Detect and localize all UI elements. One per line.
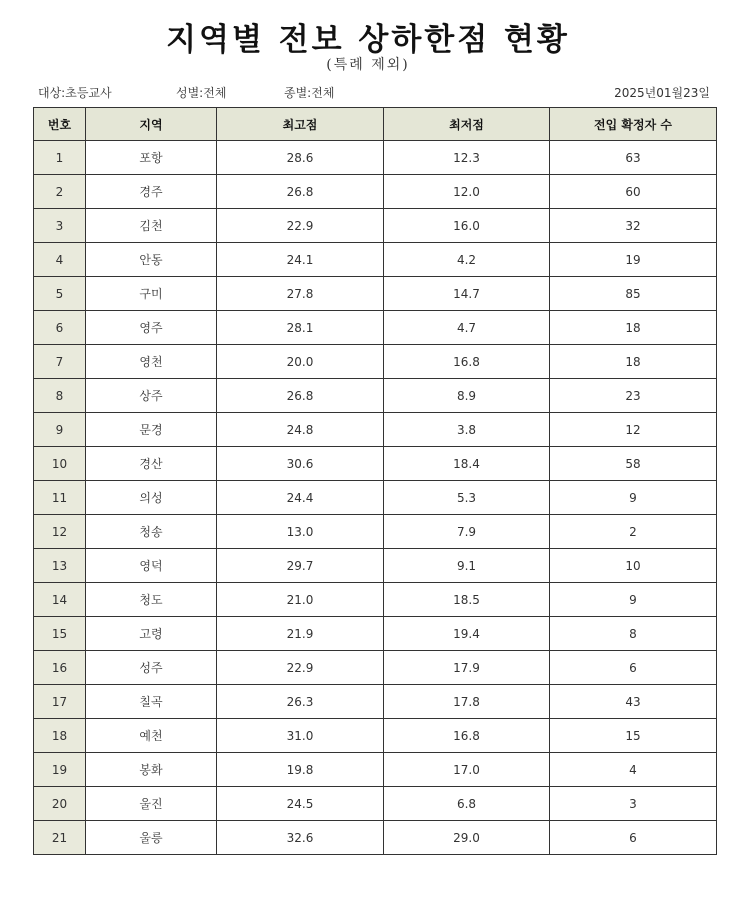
cell-min-score: 14.7 — [384, 277, 550, 311]
cell-min-score: 17.0 — [384, 753, 550, 787]
cell-confirmed-count: 2 — [550, 515, 717, 549]
table-row — [34, 481, 717, 515]
cell-min-score: 16.8 — [384, 719, 550, 753]
table-row — [34, 583, 717, 617]
cell-max-score: 24.8 — [217, 413, 384, 447]
cell-max-score: 32.6 — [217, 821, 384, 855]
table-row — [34, 753, 717, 787]
cell-number: 18 — [34, 719, 86, 753]
cell-region: 구미 — [86, 277, 217, 311]
cell-max-score: 29.7 — [217, 549, 384, 583]
cell-region: 상주 — [86, 379, 217, 413]
cell-min-score: 7.9 — [384, 515, 550, 549]
cell-confirmed-count: 60 — [550, 175, 717, 209]
cell-number: 9 — [34, 413, 86, 447]
cell-number: 13 — [34, 549, 86, 583]
table-row — [34, 379, 717, 413]
cell-region: 울릉 — [86, 821, 217, 855]
cell-region: 김천 — [86, 209, 217, 243]
cell-confirmed-count: 19 — [550, 243, 717, 277]
table-row — [34, 311, 717, 345]
cell-confirmed-count: 58 — [550, 447, 717, 481]
cell-max-score: 22.9 — [217, 651, 384, 685]
cell-number: 20 — [34, 787, 86, 821]
table-row — [34, 175, 717, 209]
cell-number: 5 — [34, 277, 86, 311]
cell-max-score: 31.0 — [217, 719, 384, 753]
column-header-min-score: 최저점 — [384, 108, 550, 141]
cell-number: 15 — [34, 617, 86, 651]
cell-min-score: 6.8 — [384, 787, 550, 821]
cell-number: 17 — [34, 685, 86, 719]
cell-confirmed-count: 8 — [550, 617, 717, 651]
cell-confirmed-count: 23 — [550, 379, 717, 413]
cell-max-score: 24.1 — [217, 243, 384, 277]
cell-max-score: 30.6 — [217, 447, 384, 481]
cell-region: 의성 — [86, 481, 217, 515]
cell-min-score: 5.3 — [384, 481, 550, 515]
cell-max-score: 26.8 — [217, 175, 384, 209]
cell-min-score: 4.2 — [384, 243, 550, 277]
cell-max-score: 24.5 — [217, 787, 384, 821]
table-row — [34, 345, 717, 379]
cell-min-score: 18.5 — [384, 583, 550, 617]
cell-confirmed-count: 6 — [550, 651, 717, 685]
cell-number: 1 — [34, 141, 86, 175]
table-row — [34, 515, 717, 549]
cell-confirmed-count: 6 — [550, 821, 717, 855]
table-row — [34, 413, 717, 447]
cell-confirmed-count: 4 — [550, 753, 717, 787]
cell-region: 칠곡 — [86, 685, 217, 719]
cell-number: 6 — [34, 311, 86, 345]
column-header-number: 번호 — [34, 108, 86, 141]
cell-confirmed-count: 10 — [550, 549, 717, 583]
cell-region: 문경 — [86, 413, 217, 447]
cell-min-score: 9.1 — [384, 549, 550, 583]
cell-min-score: 8.9 — [384, 379, 550, 413]
page-title: 지역별 전보 상하한점 현황 — [166, 22, 570, 58]
column-header-max-score: 최고점 — [217, 108, 384, 141]
cell-region: 청도 — [86, 583, 217, 617]
cell-number: 10 — [34, 447, 86, 481]
cell-confirmed-count: 3 — [550, 787, 717, 821]
cell-number: 19 — [34, 753, 86, 787]
cell-min-score: 19.4 — [384, 617, 550, 651]
cell-min-score: 17.9 — [384, 651, 550, 685]
cell-region: 영천 — [86, 345, 217, 379]
cell-min-score: 12.0 — [384, 175, 550, 209]
table-row — [34, 447, 717, 481]
date-label: 2025년01월23일 — [614, 86, 710, 100]
column-header-region: 지역 — [86, 108, 217, 141]
gender-label: 성별:전체 — [176, 86, 227, 100]
cell-max-score: 28.1 — [217, 311, 384, 345]
table-row — [34, 685, 717, 719]
cell-number: 16 — [34, 651, 86, 685]
cell-region: 고령 — [86, 617, 217, 651]
cell-confirmed-count: 85 — [550, 277, 717, 311]
cell-confirmed-count: 9 — [550, 583, 717, 617]
cell-min-score: 18.4 — [384, 447, 550, 481]
table-header-row — [34, 108, 717, 141]
target-label: 대상:초등교사 — [38, 86, 112, 100]
cell-number: 7 — [34, 345, 86, 379]
cell-min-score: 4.7 — [384, 311, 550, 345]
cell-max-score: 26.8 — [217, 379, 384, 413]
cell-min-score: 12.3 — [384, 141, 550, 175]
cell-min-score: 29.0 — [384, 821, 550, 855]
page-subtitle: (특례 제외) — [326, 57, 410, 73]
table-row — [34, 719, 717, 753]
cell-number: 14 — [34, 583, 86, 617]
table-row — [34, 209, 717, 243]
cell-region: 영주 — [86, 311, 217, 345]
cell-number: 4 — [34, 243, 86, 277]
table-row — [34, 141, 717, 175]
cell-confirmed-count: 9 — [550, 481, 717, 515]
cell-confirmed-count: 18 — [550, 345, 717, 379]
cell-max-score: 19.8 — [217, 753, 384, 787]
cell-max-score: 26.3 — [217, 685, 384, 719]
transfer-score-table — [33, 107, 717, 855]
table-row — [34, 821, 717, 855]
cell-region: 영덕 — [86, 549, 217, 583]
table-row — [34, 651, 717, 685]
cell-max-score: 22.9 — [217, 209, 384, 243]
cell-max-score: 27.8 — [217, 277, 384, 311]
cell-number: 21 — [34, 821, 86, 855]
cell-region: 안동 — [86, 243, 217, 277]
cell-region: 경주 — [86, 175, 217, 209]
cell-min-score: 16.8 — [384, 345, 550, 379]
table-row — [34, 277, 717, 311]
column-header-confirmed-count: 전입 확정자 수 — [550, 108, 717, 141]
cell-confirmed-count: 15 — [550, 719, 717, 753]
table-row — [34, 549, 717, 583]
cell-region: 청송 — [86, 515, 217, 549]
cell-region: 예천 — [86, 719, 217, 753]
cell-region: 경산 — [86, 447, 217, 481]
cell-confirmed-count: 63 — [550, 141, 717, 175]
cell-region: 봉화 — [86, 753, 217, 787]
cell-number: 8 — [34, 379, 86, 413]
cell-min-score: 17.8 — [384, 685, 550, 719]
table-row — [34, 243, 717, 277]
cell-min-score: 16.0 — [384, 209, 550, 243]
cell-confirmed-count: 12 — [550, 413, 717, 447]
table-row — [34, 617, 717, 651]
cell-region: 성주 — [86, 651, 217, 685]
table-row — [34, 787, 717, 821]
cell-number: 11 — [34, 481, 86, 515]
cell-max-score: 28.6 — [217, 141, 384, 175]
cell-number: 2 — [34, 175, 86, 209]
cell-max-score: 21.9 — [217, 617, 384, 651]
cell-number: 3 — [34, 209, 86, 243]
table-body — [34, 141, 717, 855]
cell-number: 12 — [34, 515, 86, 549]
cell-max-score: 13.0 — [217, 515, 384, 549]
cell-max-score: 21.0 — [217, 583, 384, 617]
cell-min-score: 3.8 — [384, 413, 550, 447]
cell-max-score: 20.0 — [217, 345, 384, 379]
cell-confirmed-count: 43 — [550, 685, 717, 719]
cell-region: 포항 — [86, 141, 217, 175]
type-label: 종별:전체 — [284, 86, 335, 100]
cell-max-score: 24.4 — [217, 481, 384, 515]
cell-confirmed-count: 18 — [550, 311, 717, 345]
cell-confirmed-count: 32 — [550, 209, 717, 243]
cell-region: 울진 — [86, 787, 217, 821]
